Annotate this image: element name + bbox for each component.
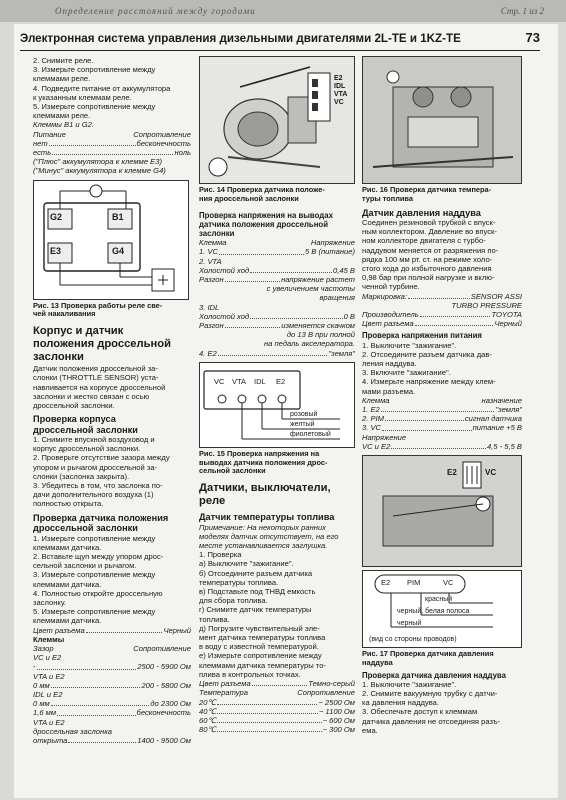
table-row: 2. PIM сигнал датчика	[362, 414, 522, 424]
sub-throttle-sensor-title: Проверка датчика положения дроссельной заслонки	[33, 512, 169, 534]
c1-sub1-line: полностью открыта.	[33, 499, 104, 509]
terminal-table-rows	[362, 405, 522, 433]
section-throttle-text	[33, 364, 191, 410]
c1-steps-line: клеммами реле.	[33, 74, 91, 84]
fig17-label-vc: VC	[485, 468, 497, 478]
browser-title-bar	[0, 0, 566, 22]
fig14-label-vc: VC	[334, 99, 344, 106]
c1-sub2-line: 3. Измерьте сопротивление между	[33, 570, 156, 580]
voltage-row-e2: 4. E2 "земля"	[199, 348, 355, 358]
throttle-body-illustration	[200, 57, 354, 183]
fig15-label-vc: VC	[214, 376, 225, 386]
c1-steps-line: клеммами реле.	[33, 111, 91, 121]
c1-sub1-line: упором и рычагом дроссельной за-	[33, 462, 158, 472]
figure-15-caption: Рис. 15 Проверка напряжения на выводах датчика положения дрос- сельной заслонки	[199, 448, 328, 476]
column-left	[33, 56, 191, 745]
c1-sub1-line: 3. Убедитесь в том, что заслонка по-	[33, 481, 163, 491]
t-vta: VTA и E2	[33, 671, 65, 681]
top-bar-title: Определение расстояний между городами	[55, 6, 256, 16]
figure-13-relay-diagram	[33, 180, 189, 300]
fuel-temp-check-steps	[199, 550, 355, 679]
wire-color-yellow: желтый	[290, 420, 315, 428]
c1-steps-line: 2. Снимите реле.	[33, 56, 94, 65]
c2-check-line: а) Выключите "зажигание".	[199, 559, 294, 569]
c2-check-line: д) Погрузите чувствительный эле-	[199, 623, 320, 633]
figure-13-caption: Рис. 13 Проверка работы реле све- чей накаливания	[33, 300, 163, 319]
c1-sub1-line: корпус дроссельной заслонки.	[33, 444, 141, 454]
figure-17-boost-sensor-photo	[362, 455, 522, 567]
label-b1: B1	[112, 211, 124, 222]
c2-check-line: клеммами датчика температуры то-	[199, 660, 326, 670]
boost-sensor-title: Датчик давления наддува	[362, 207, 481, 218]
relay-table-head: Питание Сопротивление	[33, 129, 191, 139]
c3-sec-line: Соединен резиновой трубкой с впуск-	[362, 218, 496, 227]
voltage-row-vta: 2. VTA	[199, 256, 222, 266]
fig17b-label-pim: PIM	[407, 578, 421, 588]
fig15-label-vta: VTA	[232, 376, 247, 386]
c2-check-line: топлива.	[199, 614, 230, 624]
table-row: 80℃ ~ 300 Ом	[199, 725, 355, 735]
figure-15-connector-diagram	[199, 362, 355, 448]
wire-black: черный	[397, 620, 422, 628]
voltage-table-head: Клемма Напряжение	[199, 238, 355, 248]
relay-note-plus: ("Плюс" аккумулятора к клемме E3)	[33, 157, 162, 167]
t-idl-row-2: 1,6 мм бесконечность	[33, 708, 191, 718]
c2-check-line: е) Измерьте сопротивление между	[199, 651, 322, 661]
temp-table-rows	[199, 698, 355, 735]
figure-17-caption: Рис. 17 Проверка датчика давления наддува	[362, 649, 494, 667]
wire-black-white: черный, белая полоса	[397, 608, 470, 616]
c1-sub2-line: 4. Полностью откройте дроссельную	[33, 588, 163, 598]
c1-sub2-line: заслонку.	[33, 597, 66, 607]
c1-steps-line: 3. Измерьте сопротивление между	[33, 65, 156, 75]
connector-color-row: Цвет разъема Черный	[33, 625, 191, 635]
voltage-row-vta-accel: Разгон напряжение растет	[199, 275, 355, 285]
c2-note-line: Примечание: На некоторых ранних	[199, 522, 326, 532]
c3-sub5-line: ема.	[362, 725, 378, 735]
sub-throttle-sensor-text	[33, 534, 191, 626]
fig17b-label-e2: E2	[381, 578, 391, 588]
vta-accel-cont-1: с увеличением частоты	[266, 284, 355, 294]
top-bar-page-counter: Стр. 1 из 2	[500, 6, 544, 16]
c3-sub4-line: 3. Включите "зажигание".	[362, 368, 451, 378]
c1-sub1-line: 2. Проверьте отсутствие зазора между	[33, 453, 170, 463]
fig15-label-e2: E2	[276, 376, 286, 386]
supply-voltage-steps	[362, 341, 522, 396]
t-vta2-label: дроссельная заслонка	[33, 726, 113, 736]
relay-steps	[33, 56, 191, 120]
c1-sub2-line: клеммами датчика.	[33, 616, 102, 626]
c3-sub5-line: 1. Выключите "зажигание".	[362, 679, 457, 689]
c3-sub4-line: ления наддува.	[362, 359, 417, 369]
c3-sec-line: 0,98 бар при полной нагрузке и вклю-	[362, 273, 495, 283]
wire-side-note: (вид со стороны проводов)	[369, 636, 457, 644]
fig17-label-e2: E2	[447, 468, 457, 478]
relay-row-2: есть ноль	[33, 148, 191, 158]
t-vc-row: - 2500 - 5900 Ом	[33, 662, 191, 672]
table-row: 1. E2 "земля"	[362, 405, 522, 415]
c3-sub5-line: ка давления наддува.	[362, 698, 440, 708]
relay-note-minus: ("Минус" аккумулятора к клемме G4)	[33, 166, 166, 176]
connector-color-row-3: Цвет разъема Черный	[362, 319, 522, 329]
c1-sec-line: навливается на корпусе дроссельной	[33, 382, 166, 392]
temp-table-head: Температура Сопротивление	[199, 688, 355, 698]
t-vta2: VTA и E2	[33, 717, 65, 727]
fig15-label-idl: IDL	[254, 376, 266, 386]
section-throttle-title: Корпус и датчик положения дроссельной заслонки	[33, 325, 171, 364]
label-g4: G4	[112, 245, 125, 256]
injection-pump-illustration	[363, 57, 521, 183]
c1-steps-line: к указанным клеммам реле.	[33, 92, 132, 102]
table-row: 3. VC питание +5 В	[362, 423, 522, 433]
c3-sec-line: ном коллекторе двигателя с турбо-	[362, 236, 486, 246]
relay-row-1: нет бесконечность	[33, 138, 191, 148]
c1-steps-line: 4. Подведите питание от аккумулятора	[33, 83, 171, 93]
c1-sub1-line: слонки (заслонка закрыта).	[33, 471, 130, 481]
idl-accel-cont-2: на педаль акселератора.	[263, 339, 355, 349]
figure-14-caption: Рис. 14 Проверка датчика положе- ния дроссельной заслонки	[199, 185, 325, 203]
ohmmeter-symbol	[209, 158, 227, 176]
c2-check-line: г) Снимите датчик температуры	[199, 605, 312, 615]
voltage-check-title: Проверка напряжения на выводах датчика положения дроссельной заслонки	[199, 210, 333, 238]
wire-red: красный	[425, 596, 453, 604]
voltage-row-idl-idle: Холостой ход 0 В	[199, 311, 355, 321]
t-vta-row: 0 мм 200 - 5800 Ом	[33, 680, 191, 690]
fuel-temp-note	[199, 523, 355, 551]
sub-throttle-body-title: Проверка корпуса дроссельной заслонки	[33, 414, 138, 435]
c1-sub2-line: 5. Измерьте сопротивление между	[33, 607, 156, 617]
c2-check-line: в воду с известной температурой.	[199, 642, 319, 652]
c2-check-line: в) Подставьте под ТНВД емкость	[199, 587, 316, 597]
c2-check-line: мент датчика температуры топлива	[199, 633, 326, 643]
sensor-connector	[308, 73, 330, 121]
boost-sensor-text	[362, 218, 522, 292]
wire-color-pink: розовый	[290, 410, 318, 418]
c1-sec-line: слонки (THROTTLE SENSOR) уста-	[33, 373, 159, 383]
c1-sec-line: заслонки и жестко связан с осью	[33, 391, 150, 401]
t-idl-row-1: 0 мм до 2300 Ом	[33, 699, 191, 709]
idl-accel-cont-1: до 13 В при полной	[286, 330, 355, 340]
c3-sec-line: ченной турбине.	[362, 282, 420, 292]
c3-sec-line: ным коллектором. Давление во впуск-	[362, 227, 497, 237]
label-e3: E3	[50, 245, 62, 256]
c3-sub4-line: мами разъема.	[362, 386, 416, 396]
c2-check-line: плива в контрольных точках.	[199, 669, 301, 679]
fig14-label-vta: VTA	[334, 91, 348, 98]
c3-sub4-line: 4. Измерьте напряжение между клем-	[362, 377, 496, 387]
c1-sub2-line: клеммами датчика.	[33, 579, 102, 589]
c3-sub4-line: 2. Отсоедините разъем датчика дав-	[362, 349, 492, 359]
wire-color-violet: фиолетовый	[290, 430, 331, 438]
c3-sec-line: рядка 100 мм рт. ст. на режиме холо-	[362, 254, 493, 264]
column-middle	[199, 56, 355, 734]
c1-sub2-line: клеммами датчика.	[33, 542, 102, 552]
c3-sec-line: наддувом меняется от разряжения по-	[362, 245, 499, 255]
c1-sub2-line: 1. Измерьте сопротивление между	[33, 533, 156, 543]
c3-sub4-line: 1. Выключите "зажигание".	[362, 340, 457, 350]
fuel-temp-sensor-title: Датчик температуры топлива	[199, 512, 335, 523]
table-row: 60℃ ~ 600 Ом	[199, 715, 355, 725]
c1-sub2-line: сельной заслонки и рычагом.	[33, 561, 137, 571]
c2-check-line: для сбора топлива.	[199, 596, 268, 606]
vta-accel-cont-2: вращения	[319, 293, 355, 303]
c2-check-line: б) Отсоедините разъем датчика	[199, 568, 313, 578]
marking-cont: TURBO PRESSURE	[451, 300, 522, 310]
page-header	[20, 30, 540, 51]
sub-throttle-body-text	[33, 435, 191, 509]
column-right	[362, 56, 522, 735]
voltage-row: VC и E2 4,5 - 5,5 В	[362, 441, 522, 451]
c1-sec-line: Датчик положения дроссельной за-	[33, 364, 158, 374]
klemmy-label: Клеммы	[33, 634, 65, 644]
boost-check-steps	[362, 680, 522, 735]
fig14-label-e2: E2	[334, 75, 343, 82]
c1-sub1-line: 1. Снимите впускной воздуховод и	[33, 435, 155, 445]
table-row: 40℃ ~ 1100 Ом	[199, 706, 355, 716]
c3-sub5-line: 3. Обеспечьте доступ к клеммам	[362, 707, 478, 717]
voltage-row-vc: 1. VC 5 В (питание)	[199, 247, 355, 257]
c2-note-line: месте устанавливается заглушка.	[199, 541, 328, 551]
maker-row: Производитель TOYOTA	[362, 310, 522, 320]
voltage-row-idl: 3. IDL	[199, 302, 220, 312]
fig17b-label-vc: VC	[443, 578, 454, 588]
marking-row: Маркировка: SENSOR ASSI	[362, 291, 522, 301]
c1-sec-line: дроссельной заслонки.	[33, 401, 115, 411]
t-idl: IDL и E2	[33, 689, 63, 699]
table-row: 20℃ ~ 2500 Ом	[199, 697, 355, 707]
c2-note-line: моделях датчик отсутствует, на его	[199, 531, 339, 541]
c2-check-line: 1. Проверка	[199, 550, 242, 560]
relay-diagram-svg	[34, 181, 188, 299]
label-g2: G2	[50, 211, 63, 222]
gap-table-head: Зазор Сопротивление	[33, 643, 191, 653]
figure-16-injection-pump-photo	[362, 56, 522, 184]
boost-sensor-illustration	[363, 456, 521, 566]
page-title: Электронная система управления дизельными двигателями 2L-TE и 1KZ-TE	[20, 32, 461, 45]
c1-sub1-line: дачи дополнительного воздуха (1)	[33, 490, 154, 500]
relay-ohmmeter-symbol	[90, 185, 102, 197]
figure-17-connector-diagram	[362, 570, 522, 648]
c3-sub5-line: 2. Снимите вакуумную трубку с датчи-	[362, 689, 498, 699]
relay-terminals: Клеммы B1 и G2.	[33, 120, 94, 130]
boost-check-title: Проверка датчика давления наддува	[362, 670, 506, 680]
terminal-table-head: Клемма назначение	[362, 395, 522, 405]
voltage-row-vta-idle: Холостой ход 0,45 В	[199, 265, 355, 275]
section-sensors-title: Датчики, выключатели, реле	[199, 482, 331, 508]
voltage-label: Напряжение	[362, 432, 407, 442]
fuel-temp-connector-color: Цвет разъема Темно-серый	[199, 679, 355, 689]
page-number: 73	[525, 30, 540, 45]
t-vc: VC и E2	[33, 653, 62, 663]
c1-steps-line: 5. Измерьте сопротивление между	[33, 102, 156, 112]
t-vta2-row: открыта 1400 - 9500 Ом	[33, 735, 191, 745]
figure-16-caption: Рис. 16 Проверка датчика темпера- туры топлива	[362, 185, 492, 203]
c1-sub2-line: 2. Вставьте щуп между упором дрос-	[33, 551, 164, 561]
c3-sec-line: стого хода до избыточного давления	[362, 264, 492, 274]
c2-check-line: температуры топлива.	[199, 577, 279, 587]
voltage-row-idl-accel: Разгон изменяется скачком	[199, 321, 355, 331]
c3-sub5-line: датчика давления не отсоединяя разъ-	[362, 716, 501, 726]
supply-voltage-title: Проверка напряжения питания	[362, 331, 482, 341]
figure-14-throttle-photo	[199, 56, 355, 184]
fig14-label-idl: IDL	[334, 83, 346, 90]
